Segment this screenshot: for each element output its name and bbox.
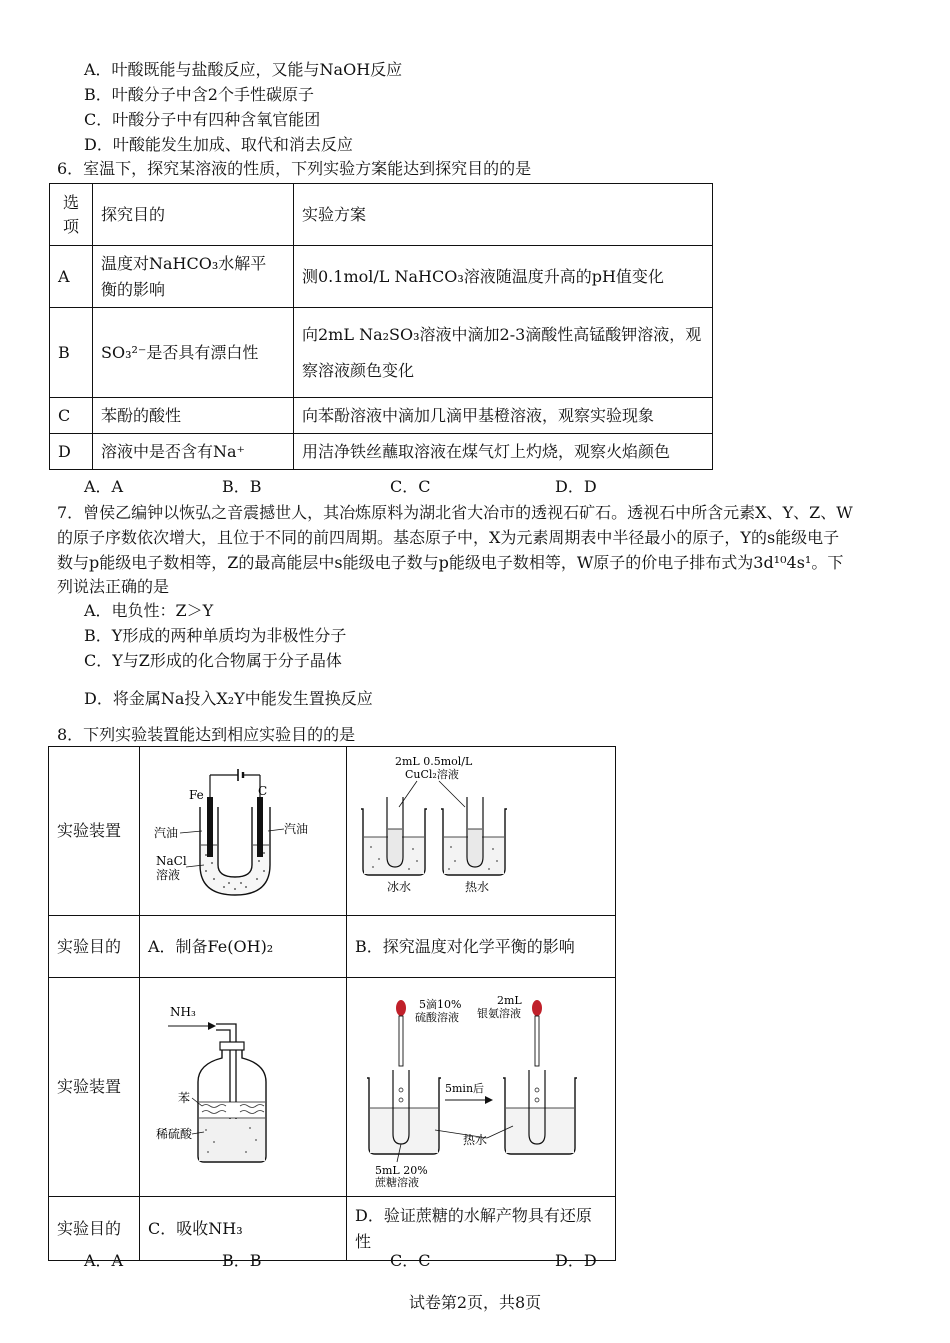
device-label: 实验装置 bbox=[49, 978, 140, 1197]
label-sucrose-line1: 5mL 20% bbox=[375, 1164, 428, 1177]
q8-table bbox=[48, 746, 616, 1261]
label-ice-water: 冰水 bbox=[387, 880, 412, 894]
row-purpose: 苯酚的酸性 bbox=[93, 398, 294, 434]
answer-c: C．C bbox=[390, 1251, 431, 1270]
answer-b: B．B bbox=[222, 477, 262, 496]
label-acid-drops-line2: 硫酸溶液 bbox=[415, 1011, 459, 1024]
fig-d-cell bbox=[347, 978, 616, 1197]
label-silver-ammonia-line1: 2mL bbox=[497, 994, 522, 1007]
fig-a-cell bbox=[140, 747, 347, 916]
q5-option-d: D．叶酸能发生加成、取代和消去反应 bbox=[84, 135, 353, 154]
row-option: B bbox=[50, 308, 93, 398]
table-header-row bbox=[50, 184, 713, 246]
label-sucrose-line2: 蔗糖溶液 bbox=[375, 1176, 419, 1188]
row-plan: 向2mL Na₂SO₃溶液中滴加2-3滴酸性高锰酸钾溶液，观 察溶液颜色变化 bbox=[294, 308, 713, 398]
answer-c: C．C bbox=[390, 477, 431, 496]
purpose-label: 实验目的 bbox=[49, 1197, 140, 1261]
q5-option-c: C．叶酸分子中有四种含氧官能团 bbox=[84, 110, 321, 129]
row-plan: 向苯酚溶液中滴加几滴甲基橙溶液，观察实验现象 bbox=[294, 398, 713, 434]
fig-d-sucrose-hydrolysis bbox=[347, 978, 615, 1188]
label-c: C bbox=[258, 784, 268, 798]
answer-b: B．B bbox=[222, 1251, 262, 1270]
purpose-label: 实验目的 bbox=[49, 916, 140, 978]
row-plan: 测0.1mol/L NaHCO₃溶液随温度升高的pH值变化 bbox=[294, 246, 713, 308]
label-oil-right: 汽油 bbox=[284, 822, 309, 836]
page-footer: 试卷第2页，共8页 bbox=[408, 1293, 542, 1312]
q7-stem-line3: 数与p能级电子数相等，Z的最高能层中s能级电子数与p能级电子数相等，W原子的价电子排布式为3d¹⁰4s¹。下 bbox=[57, 553, 844, 572]
q7-option-c: C．Y与Z形成的化合物属于分子晶体 bbox=[84, 651, 342, 670]
row-plan: 用洁净铁丝蘸取溶液在煤气灯上灼烧，观察火焰颜色 bbox=[294, 434, 713, 470]
fig-a-u-tube-electrolysis bbox=[140, 747, 346, 907]
label-fe: Fe bbox=[189, 788, 204, 802]
purpose-c: C．吸收NH₃ bbox=[140, 1197, 347, 1261]
label-oil-left: 汽油 bbox=[154, 826, 179, 840]
label-silver-ammonia-line2: 银氨溶液 bbox=[477, 1007, 521, 1020]
purpose-d: D．验证蔗糖的水解产物具有还原 性 bbox=[347, 1197, 616, 1261]
table-row bbox=[50, 398, 713, 434]
table-row bbox=[50, 434, 713, 470]
label-5min-after: 5min后 bbox=[445, 1082, 485, 1095]
fig-b-temperature-beakers bbox=[347, 747, 615, 907]
fig-c-cell bbox=[140, 978, 347, 1197]
header-plan: 实验方案 bbox=[294, 184, 713, 246]
row-option: D bbox=[50, 434, 93, 470]
q7-stem-line2: 的原子序数依次增大，且位于不同的前四周期。基态原子中，X为元素周期表中半径最小的原子，Y的s能级电子 bbox=[57, 528, 840, 547]
q5-option-a: A．叶酸既能与盐酸反应，又能与NaOH反应 bbox=[84, 60, 403, 79]
header-purpose: 探究目的 bbox=[93, 184, 294, 246]
label-nacl-line1: NaCl bbox=[156, 854, 187, 868]
header-option: 选 项 bbox=[50, 184, 93, 246]
table-row bbox=[50, 246, 713, 308]
row-purpose: 溶液中是否含有Na⁺ bbox=[93, 434, 294, 470]
answer-a: A．A bbox=[84, 477, 124, 496]
label-dilute-sulfuric-acid: 稀硫酸 bbox=[156, 1127, 193, 1141]
purpose-a: A．制备Fe(OH)₂ bbox=[140, 916, 347, 978]
fig-b-cell bbox=[347, 747, 616, 916]
answer-d: D．D bbox=[555, 477, 597, 496]
purpose-b: B．探究温度对化学平衡的影响 bbox=[347, 916, 616, 978]
label-hot-water: 热水 bbox=[465, 880, 490, 894]
q7-stem-line1: 7．曾侯乙编钟以恢弘之音震撼世人，其冶炼原料为湖北省大冶市的透视石矿石。透视石中所含元素X、Y、Z、W bbox=[57, 503, 853, 522]
answer-a: A．A bbox=[84, 1251, 124, 1270]
answer-d: D．D bbox=[555, 1251, 597, 1270]
row-purpose: 温度对NaHCO₃水解平 衡的影响 bbox=[93, 246, 294, 308]
row-option: C bbox=[50, 398, 93, 434]
label-acid-drops-line1: 5滴10% bbox=[419, 998, 462, 1011]
row-option: A bbox=[50, 246, 93, 308]
device-label: 实验装置 bbox=[49, 747, 140, 916]
label-nh3: NH₃ bbox=[170, 1005, 196, 1019]
fig-c-gas-absorption-bottle bbox=[140, 978, 346, 1188]
q7-stem-line4: 列说法正确的是 bbox=[57, 577, 170, 596]
q7-option-d: D．将金属Na投入X₂Y中能发生置换反应 bbox=[84, 689, 373, 708]
table-row bbox=[50, 308, 713, 398]
q5-option-b: B．叶酸分子中含2个手性碳原子 bbox=[84, 85, 314, 104]
q7-option-b: B．Y形成的两种单质均为非极性分子 bbox=[84, 626, 347, 645]
label-hot-water-d: 热水 bbox=[463, 1133, 488, 1147]
label-cucl2-line1: 2mL 0.5mol/L bbox=[395, 755, 473, 768]
row-purpose: SO₃²⁻是否具有漂白性 bbox=[93, 308, 294, 398]
q6-stem: 6．室温下，探究某溶液的性质，下列实验方案能达到探究目的的是 bbox=[57, 159, 532, 178]
q7-option-a: A．电负性：Z＞Y bbox=[84, 601, 214, 620]
label-benzene: 苯 bbox=[178, 1091, 191, 1105]
q6-table bbox=[49, 183, 713, 470]
label-nacl-line2: 溶液 bbox=[156, 868, 181, 882]
q8-stem: 8．下列实验装置能达到相应实验目的的是 bbox=[57, 725, 356, 744]
label-cucl2-line2: CuCl₂溶液 bbox=[405, 768, 459, 781]
